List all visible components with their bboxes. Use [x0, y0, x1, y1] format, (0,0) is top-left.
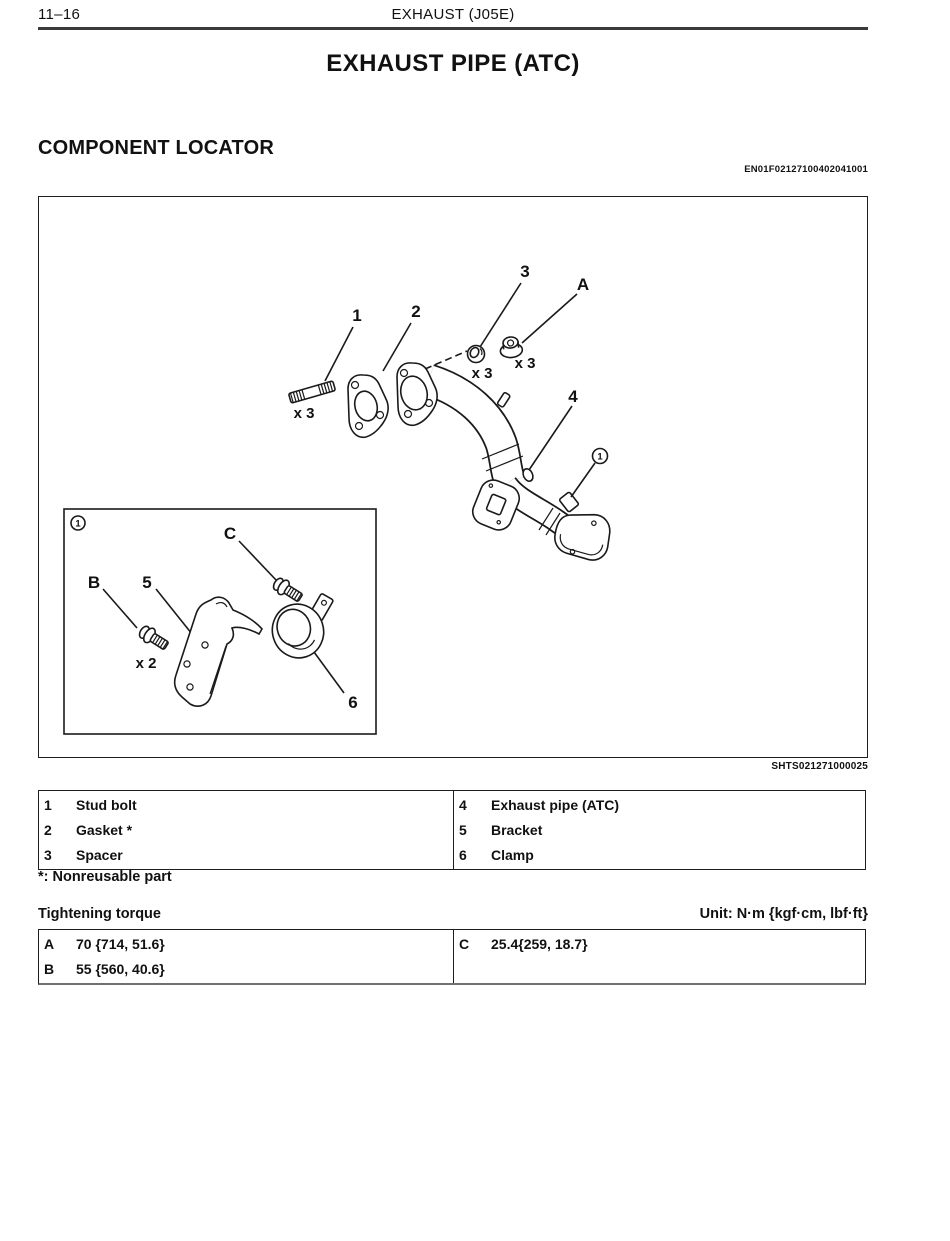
torque-value: 70 {714, 51.6} [76, 935, 165, 952]
callout-4: 4 [568, 387, 578, 406]
part-name: Spacer [76, 847, 123, 864]
torque-table-right-column [453, 930, 865, 983]
inset-marker-1 [71, 516, 85, 530]
part-name: Bracket [491, 821, 543, 838]
part-name: Exhaust pipe (ATC) [491, 796, 620, 813]
nonreusable-footnote: *: Nonreusable part [38, 869, 172, 885]
part-number: 1 [44, 796, 52, 813]
table-row [454, 931, 865, 956]
detail-marker-1 [593, 449, 608, 464]
part-number: 4 [459, 796, 467, 813]
figure-code: SHTS021271000025 [771, 761, 868, 772]
torque-key: C [459, 935, 470, 952]
torque-key: A [44, 935, 55, 952]
callout-1: 1 [352, 306, 362, 325]
table-row [454, 792, 865, 817]
pipe-inlet-flange [397, 363, 437, 425]
exploded-diagram [39, 197, 867, 757]
callout-3: 3 [520, 262, 530, 281]
table-row [454, 843, 865, 868]
part-name: Clamp [491, 847, 534, 864]
alignment-dashed-line [425, 351, 467, 369]
torque-table [38, 929, 866, 985]
part-number: 6 [459, 847, 467, 864]
table-row [39, 956, 453, 981]
part-name: Stud bolt [76, 796, 137, 813]
parts-table-right-column [453, 791, 865, 869]
gasket-drawing [348, 375, 388, 437]
callout-B: B [87, 573, 101, 592]
callout-C: C [223, 524, 237, 543]
spacer-drawing [468, 346, 485, 363]
callout-6: 6 [348, 693, 358, 712]
page-title: EXHAUST PIPE (ATC) [326, 50, 580, 77]
part-number: 3 [44, 847, 52, 864]
qty-x3-nut: x 3 [514, 355, 536, 372]
part-name: Gasket * [76, 821, 133, 838]
header-rule [38, 27, 868, 30]
callout-5: 5 [142, 573, 152, 592]
torque-value: 25.4{259, 18.7} [491, 935, 588, 952]
svg-text:1: 1 [75, 518, 81, 530]
parts-table-left-column [39, 791, 453, 869]
clamp-mount-tab [559, 492, 579, 513]
table-row [454, 817, 865, 842]
torque-table-left-column [39, 930, 453, 983]
stud-bolt-drawing [289, 381, 336, 403]
table-row [39, 817, 453, 842]
pipe-stub-pin [497, 392, 510, 408]
table-row [39, 931, 453, 956]
table-row-empty [454, 956, 865, 981]
qty-x3-stud: x 3 [293, 405, 315, 422]
qty-x2-bolt: x 2 [135, 655, 157, 672]
callout-A: A [576, 275, 590, 294]
torque-key: B [44, 960, 55, 977]
section-header: EXHAUST (J05E) [391, 6, 515, 23]
torque-heading: Tightening torque [38, 906, 161, 922]
parts-table [38, 790, 866, 870]
table-row [39, 843, 453, 868]
section-heading: COMPONENT LOCATOR [38, 137, 274, 159]
page-number: 11–16 [38, 6, 81, 23]
component-locator-figure [38, 196, 868, 758]
exhaust-pipe-drawing [425, 351, 617, 569]
table-row [39, 792, 453, 817]
doc-code: EN01F02127100402041001 [744, 164, 868, 175]
part-number: 5 [459, 821, 467, 838]
qty-x3-spacer: x 3 [471, 365, 493, 382]
callout-2: 2 [411, 302, 421, 321]
torque-value: 55 {560, 40.6} [76, 960, 165, 977]
torque-unit: Unit: N·m {kgf·cm, lbf·ft} [699, 906, 868, 922]
part-number: 2 [44, 821, 52, 838]
svg-text:1: 1 [597, 451, 603, 463]
inset-detail-box [64, 509, 376, 734]
